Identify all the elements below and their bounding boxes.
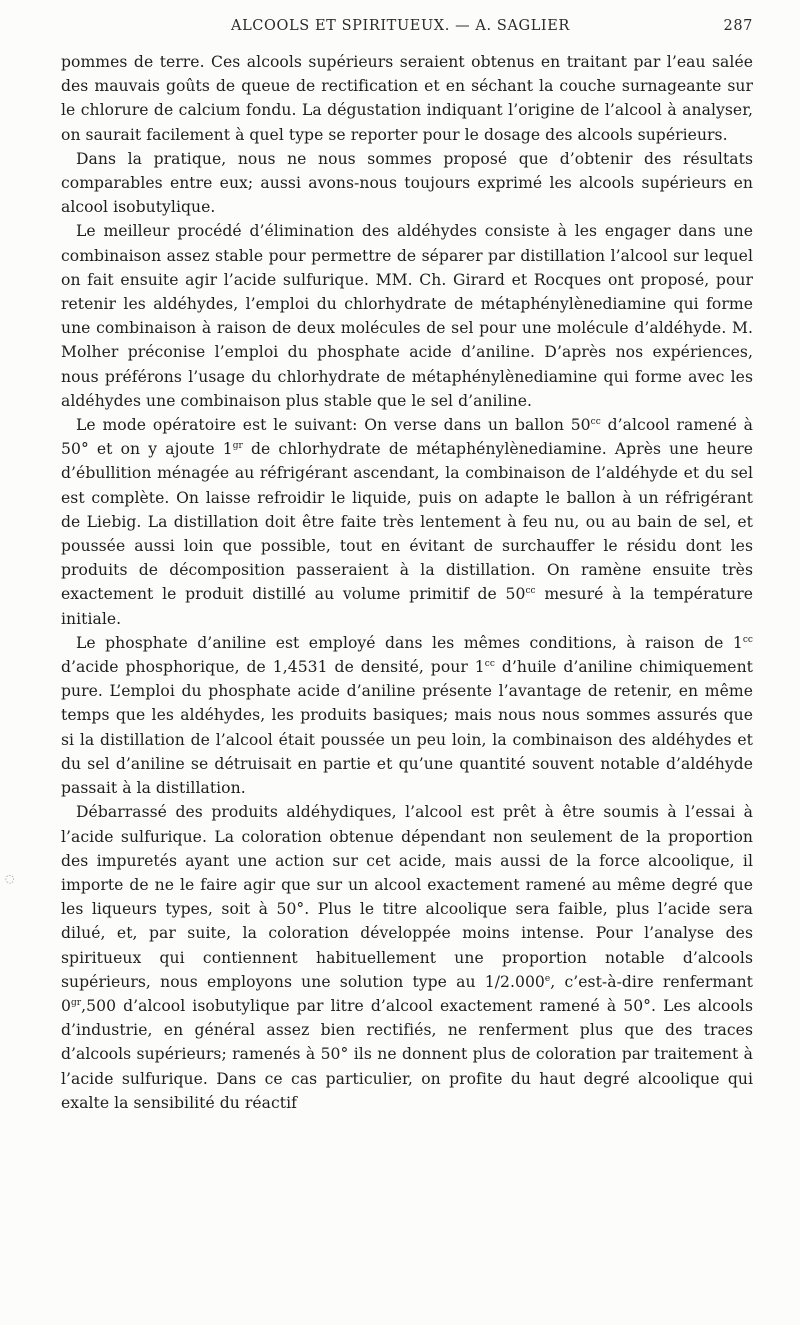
paragraph-continuation: pommes de terre. Ces alcools supérieurs seraient obtenus en traitant par l’eau salée des mauvais goûts de queue de rectification et en séchant la couche surnageante sur le chlorure de calcium fondu. La dégustation indiquant l’origine de l’alcool à analyser, on saurait facilement à quel type se reporter pour le dosage des alcools supérieurs. bbox=[61, 53, 753, 144]
text-run: mesuré à la température initiale. bbox=[61, 585, 753, 628]
paragraph-aldehyde-elimination: Le meilleur procédé d’élimination des aldéhydes consiste à les engager dans une combinaison assez stable pour permettre de séparer par distillation l’alcool sur lequel on fait ensuite agir l’acide sulfurique. MM. Ch. Girard et Rocques ont proposé, pour retenir les aldéhydes, l’emploi du chlorhydrate de métaphénylènediamine qui forme une combinaison à raison de deux molécules de sel pour une molécule d’aldéhyde. M. Molher préconise l’emploi du phosphate acide d’aniline. D’après nos expériences, nous préférons l’usage du chlorhydrate de métaphénylènediamine qui forme avec les aldéhydes une combinaison plus stable que le sel d’aniline. bbox=[61, 222, 753, 410]
unit-superscript: gr bbox=[70, 997, 82, 1008]
running-head bbox=[61, 14, 753, 40]
text-run: de chlorhydrate de métaphénylènediamine. Après une heure d’ébullition ménagée au réfrigérant ascendant, la combinaison de l’aldéhyde et du sel est complète. On laisse refroidir le liquide, puis on adapte le ballon à un réfrigérant de Liebig. La distillation doit être faite très lentement à feu nu, ou au bain de sel, et poussée aussi loin que possible, tout en évitant de surchauffer le résidu dont les produits de décomposition passeraient à la distillation. On ramène ensuite très exactement le produit distillé au volume primitif de 50 bbox=[61, 440, 753, 604]
unit-superscript: cc bbox=[484, 659, 495, 670]
paragraph-aniline-phosphate bbox=[61, 631, 753, 800]
margin-mark: ◌ bbox=[5, 872, 15, 885]
text-run: Débarrassé des produits aldéhydiques, l’alcool est prêt à être soumis à l’essai à l’acide sulfurique. La coloration obtenue dépendant non seulement de la proportion des impuretés ayant une action sur cet acide, mais aussi de la force alcoolique, il importe de ne le faire agir que sur un alcool exactement ramené au même degré que les liqueurs types, soit à 50°. Plus le titre alcoolique sera faible, plus l’acide sera dilué, et, par suite, la coloration développée moins intense. Pour l’analyse des spiritueux qui contiennent habituellement une proportion notable d’alcools supérieurs, nous employons une solution type au 1/2.000 bbox=[61, 803, 753, 991]
unit-superscript: cc bbox=[590, 417, 601, 428]
text-run: d’alcool ramené à 50° et on y ajoute 1 bbox=[61, 416, 753, 459]
document-page bbox=[61, 14, 753, 1115]
unit-superscript: gr bbox=[232, 441, 243, 452]
body-text bbox=[61, 50, 753, 1115]
paragraph-sulfuric-test bbox=[61, 800, 753, 1115]
text-run: d’acide phosphorique, de 1,4531 de densité, pour 1 bbox=[61, 658, 485, 677]
text-run: Le mode opératoire est le suivant: On verse dans un ballon 50 bbox=[76, 416, 591, 435]
text-run: , c’est-à-dire renfermant 0 bbox=[61, 972, 753, 1015]
unit-superscript: e bbox=[544, 973, 551, 984]
unit-superscript: cc bbox=[742, 634, 753, 645]
page-number: 287 bbox=[723, 18, 753, 34]
text-run: Le phosphate d’aniline est employé dans les mêmes conditions, à raison de 1 bbox=[76, 633, 743, 652]
text-run: ,500 d’alcool isobutylique par litre d’alcool exactement ramené à 50°. Les alcools d’industrie, en général assez bien rectifiés, ne renferment plus que des traces d’alcools supérieurs; ramenés à 50° ils ne donnent plus de coloration par traitement à l’acide sulfurique. Dans ce cas particulier, on profite du haut degré alcoolique qui exalte la sensibilité du réactif bbox=[61, 996, 753, 1112]
paragraph-operating-mode bbox=[61, 413, 753, 631]
text-run: d’huile d’aniline chimiquement pure. L’emploi du phosphate acide d’aniline présente l’avantage de retenir, en même temps que les aldéhydes, les produits basiques; mais nous nous sommes assurés que si la distillation de l’alcool était poussée un peu loin, la combinaison des aldéhydes et du sel d’aniline se détruisait en partie et qu’une quantité souvent notable d’aldéhyde passait à la distillation. bbox=[61, 658, 753, 798]
unit-superscript: cc bbox=[525, 586, 536, 597]
paragraph-practice: Dans la pratique, nous ne nous sommes proposé que d’obtenir des résultats comparables entre eux; aussi avons-nous toujours exprimé les alcools supérieurs en alcool isobutylique. bbox=[61, 149, 753, 217]
running-title: ALCOOLS ET SPIRITUEUX. — A. SAGLIER bbox=[231, 18, 570, 34]
